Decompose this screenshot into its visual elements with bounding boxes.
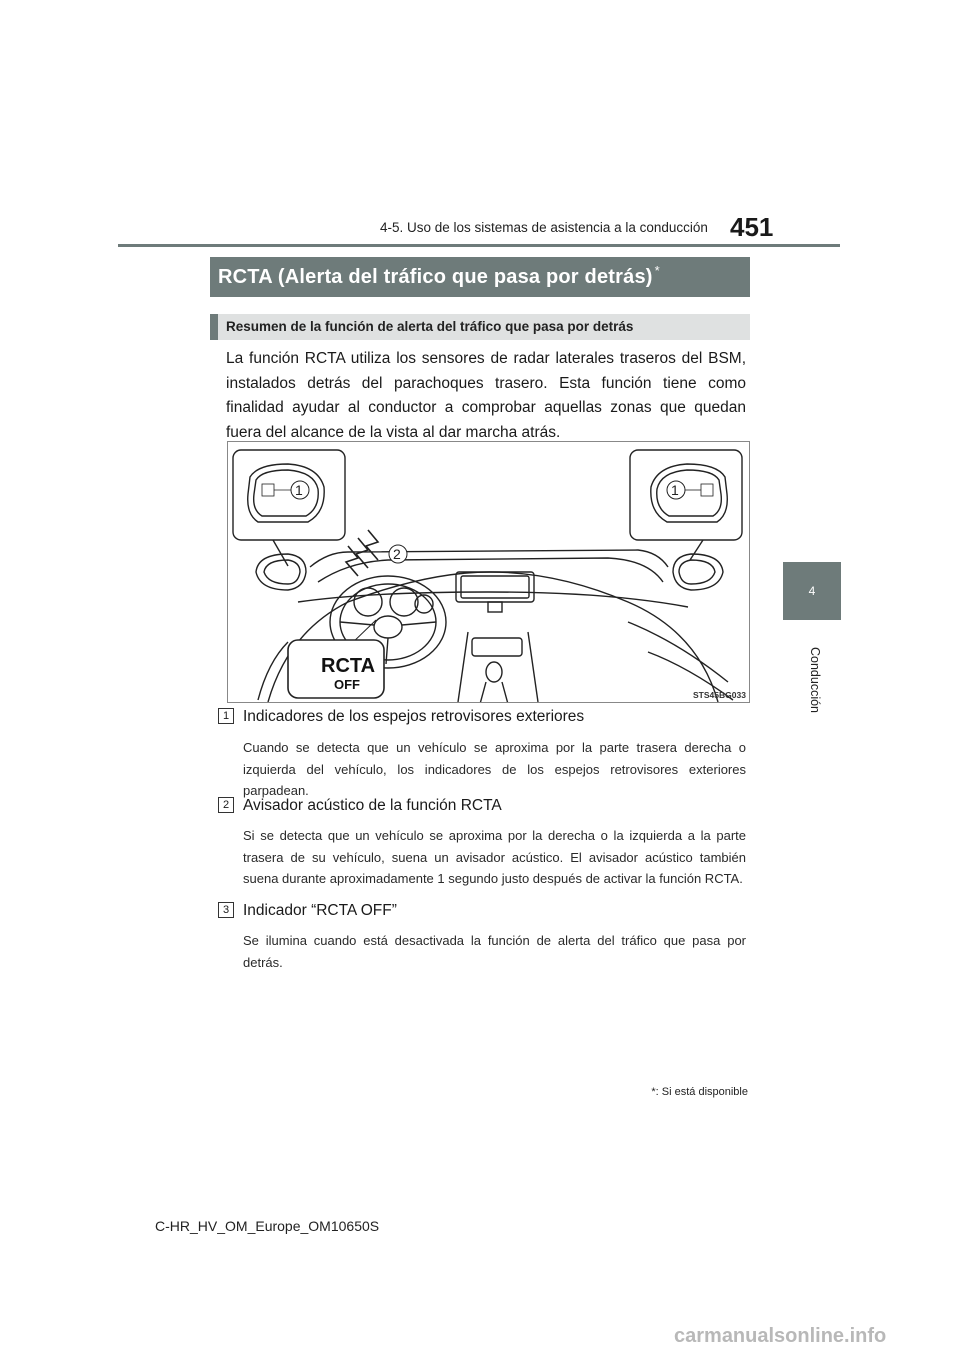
- item-number-1: 1: [218, 708, 234, 724]
- rcta-indicator-line1: RCTA: [321, 655, 376, 677]
- figure-code: STS45BG033: [693, 690, 746, 700]
- dashboard-illustration: [227, 441, 750, 703]
- dashboard-drawing: [228, 442, 750, 703]
- chapter-label: Conducción: [808, 646, 822, 713]
- item-2-body: Si se detecta que un vehículo se aproxima por la derecha o la izquierda a la parte trasera de su vehículo, suena un avisador acústico. El avisador acústico también suena durante aproximadamente 1 segundo justo después de activar la función RCTA.: [243, 828, 746, 886]
- page-number: 451: [730, 212, 774, 242]
- subheading: Resumen de la función de alerta del tráfico que pasa por detrás: [210, 314, 750, 340]
- rcta-indicator-line2: OFF: [334, 677, 360, 692]
- item-number-3: 3: [218, 902, 234, 918]
- watermark: carmanualsonline.info: [674, 1325, 887, 1347]
- item-2-title: Avisador acústico de la función RCTA: [243, 797, 502, 814]
- footnote: [608, 1086, 748, 1098]
- figure-callout-1-right: 1: [671, 482, 679, 498]
- figure-callout-1-left: 1: [295, 482, 303, 498]
- document-id: C-HR_HV_OM_Europe_OM10650S: [155, 1218, 380, 1234]
- header-rule: [118, 244, 840, 247]
- section-header: 4-5. Uso de los sistemas de asistencia a la conducción: [380, 220, 708, 235]
- page-title: [210, 257, 750, 297]
- availability-mark: *: [654, 263, 660, 278]
- intro-paragraph: La función RCTA utiliza los sensores de radar laterales traseros del BSM, instalados detrás del parachoques trasero. Esta función tiene como finalidad ayudar al conductor a comprobar aquellas zonas que quedan fuera del alcance de la vista al dar marcha atrás.: [226, 350, 746, 441]
- figure-callout-2: 2: [393, 546, 401, 562]
- chapter-number: 4: [808, 584, 816, 598]
- page-title-text: RCTA (Alerta del tráfico que pasa por detrás): [218, 266, 653, 288]
- item-1-title: Indicadores de los espejos retrovisores exteriores: [243, 708, 585, 725]
- footnote-mark: *: [651, 1086, 656, 1098]
- item-1-body: Cuando se detecta que un vehículo se aproxima por la parte trasera derecha o izquierda del vehículo, los indicadores de los espejos retrovisores exteriores parpadean.: [243, 740, 746, 798]
- chapter-tab: [783, 562, 841, 620]
- footnote-text: : Si está disponible: [655, 1086, 748, 1098]
- item-3-title: Indicador “RCTA OFF”: [243, 902, 397, 919]
- item-number-2: 2: [218, 797, 234, 813]
- item-3-body: Se ilumina cuando está desactivada la función de alerta del tráfico que pasa por detrás.: [243, 933, 746, 970]
